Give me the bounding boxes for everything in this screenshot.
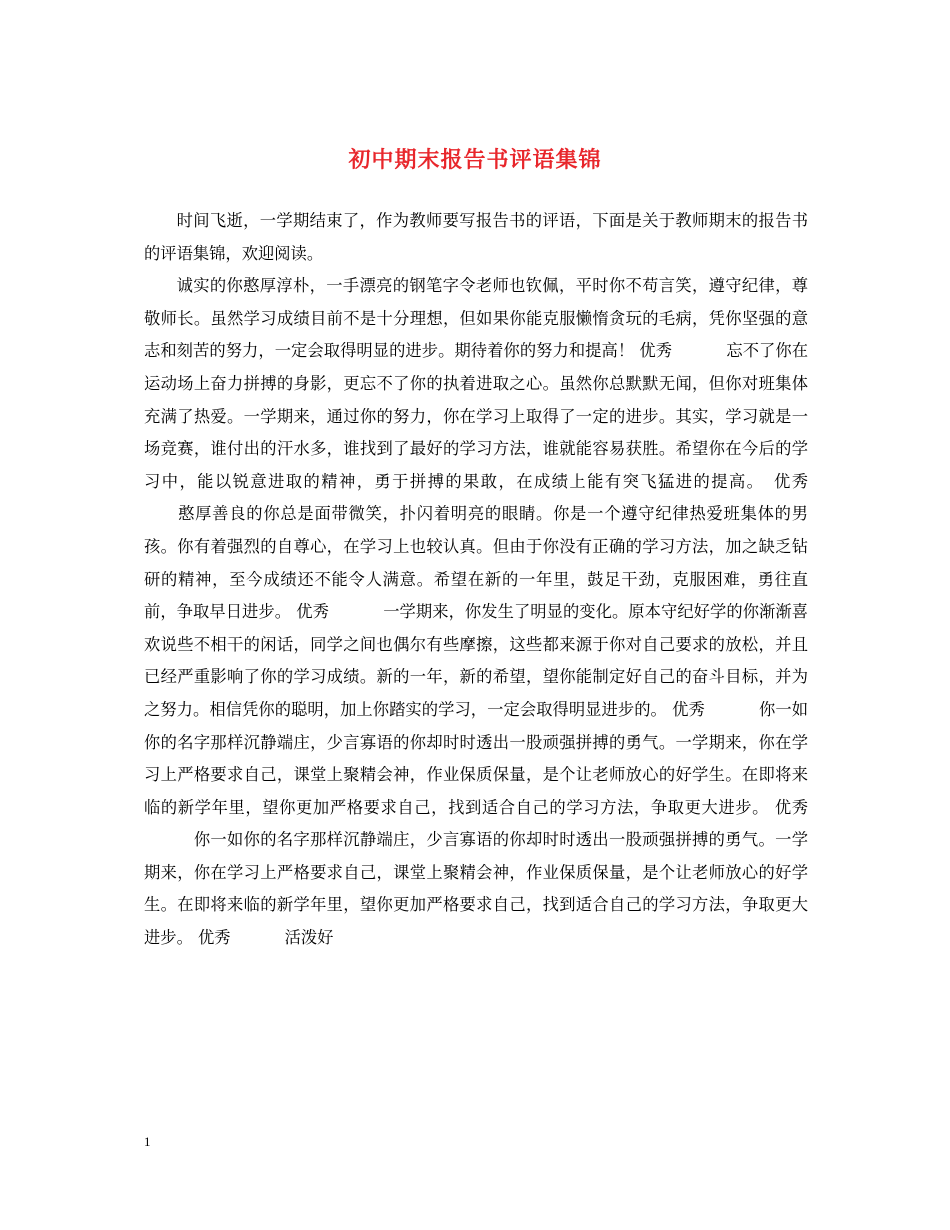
intro-paragraph: 时间飞逝，一学期结束了，作为教师要写报告书的评语，下面是关于教师期末的报告书的评语集锦，欢迎阅读。 <box>144 211 808 263</box>
comments-paragraph: 诚实的你憨厚淳朴，一手漂亮的钢笔字令老师也钦佩，平时你不苟言笑，遵守纪律，尊敬师长。虽然学习成绩目前不是十分理想，但如果你能克服懒惰贪玩的毛病，凭你坚强的意志和刻苦的努力，一定会取得明显的进步。期待着你的努力和提高！ 优秀 忘不了你在运动场上奋力拼搏的身影，更忘不了你的执着进取之心。虽然你总默默无闻，但你对班集体充满了热爱。一学期来，通过你的努力，你在学习上取得了一定的进步。其实，学习就是一场竞赛，谁付出的汗水多，谁找到了最好的学习方法，谁就能容易获胜。希望你在今后的学习中，能以锐意进取的精神，勇于拼搏的果敢，在成绩上能有突飞猛进的提高。 优秀 憨厚善良的你总是面带微笑，扑闪着明亮的眼睛。你是一个遵守纪律热爱班集体的男孩。你有着强烈的自尊心，在学习上也较认真。但由于你没有正确的学习方法，加之缺乏钻研的精神，至今成绩还不能令人满意。希望在新的一年里，鼓足干劲，克服困难，勇往直前，争取早日进步。 优秀 一学期来，你发生了明显的变化。原本守纪好学的你渐渐喜欢说些不相干的闲话，同学之间也偶尔有些摩擦，这些都来源于你对自己要求的放松，并且已经严重影响了你的学习成绩。新的一年，新的希望，望你能制定好自己的奋斗目标，并为之努力。相信凭你的聪明，加上你踏实的学习，一定会取得明显进步的。 优秀 你一如你的名字那样沉静端庄，少言寡语的你却时时透出一股顽强拼搏的勇气。一学期来，你在学习上严格要求自己，课堂上聚精会神，作业保质保量，是个让老师放心的好学生。在即将来临的新学年里，望你更加严格要求自己，找到适合自己的学习方法，争取更大进步。 优秀 你一如你的名字那样沉静端庄，少言寡语的你却时时透出一股顽强拼搏的勇气。一学期来，你在学习上严格要求自己，课堂上聚精会神，作业保质保量，是个让老师放心的好学生。在即将来临的新学年里，望你更加严格要求自己，找到适合自己的学习方法，争取更大进步。 优秀 活泼好 <box>144 276 808 948</box>
document-title: 初中期末报告书评语集锦 <box>348 146 602 173</box>
page-number: 1 <box>144 1134 151 1149</box>
document-body <box>144 205 808 955</box>
